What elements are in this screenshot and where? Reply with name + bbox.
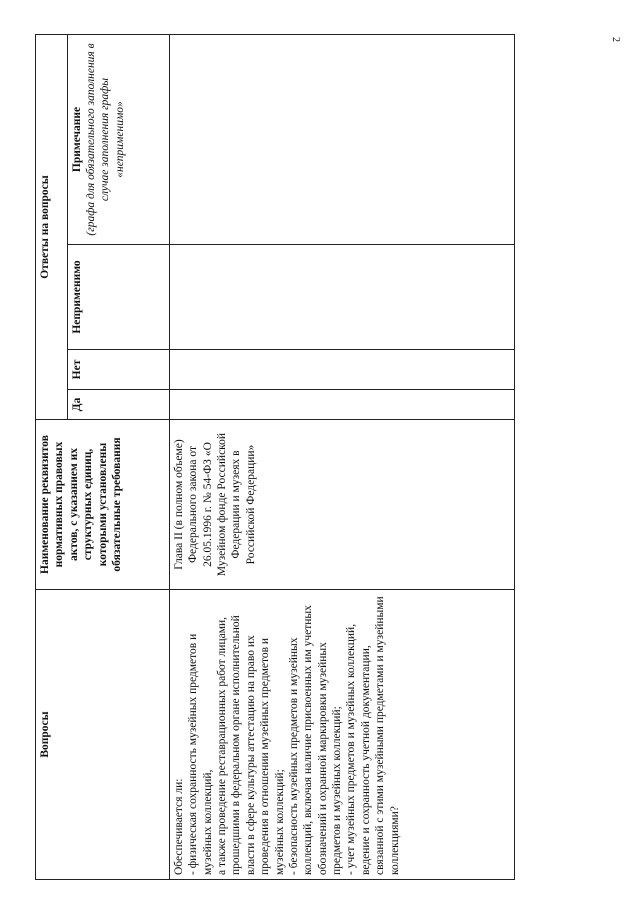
question-line: - безопасность музейных предметов и музейных коллекций, включая наличие присвоенных им учетных обозначений и охранной маркировки музейных предметов и музейных коллекций; — [287, 605, 344, 875]
answer-no-cell[interactable] — [169, 350, 514, 390]
header-note-sub: (графа для обязательного заполнения в случае заполнения графы «неприменимо» — [85, 43, 126, 236]
header-not-applicable: Неприменимо — [67, 245, 169, 350]
header-questions: Вопросы — [36, 590, 170, 880]
answer-yes-cell[interactable] — [169, 390, 514, 420]
rotated-table-wrapper — [35, 35, 475, 880]
question-cell — [169, 590, 514, 880]
header-note — [67, 34, 169, 244]
requisite-cell: Глава II (в полном объеме) Федерального закона от 26.05.1996 г. № 54-ФЗ «О Музейном фонде Российской Федерации и музеях в Российской Федерации» — [169, 420, 514, 590]
question-line: Обеспечивается ли: — [172, 778, 185, 875]
header-no: Нет — [67, 350, 169, 390]
checklist-table — [35, 34, 515, 880]
page-number: 2 — [610, 37, 621, 42]
question-line: - учет музейных предметов и музейных коллекций, ведение и сохранность учетной документации, связанной с этими музейными предметами и музейными коллекциями? — [345, 596, 401, 875]
header-answers: Ответы на вопросы — [36, 34, 68, 419]
header-yes: Да — [67, 390, 169, 420]
header-note-title: Примечание — [70, 106, 83, 173]
header-requisites: Наименование реквизитов нормативных правовых актов, с указанием их структурных единиц, которыми установлены обязательные требования — [36, 420, 170, 590]
note-cell[interactable] — [169, 34, 514, 244]
answer-not-applicable-cell[interactable] — [169, 245, 514, 350]
question-line: - физическая сохранность музейных предметов и музейных коллекций, — [187, 633, 214, 875]
header-row-1 — [36, 34, 68, 879]
table-row — [169, 34, 514, 879]
question-line: а также проведение реставрационных работ лицами, прошедшими в федеральном органе исполнительной власти в сфере культуры аттестацию на право их проведения в отношении музейных предметов и музейных коллекций; — [216, 615, 286, 875]
